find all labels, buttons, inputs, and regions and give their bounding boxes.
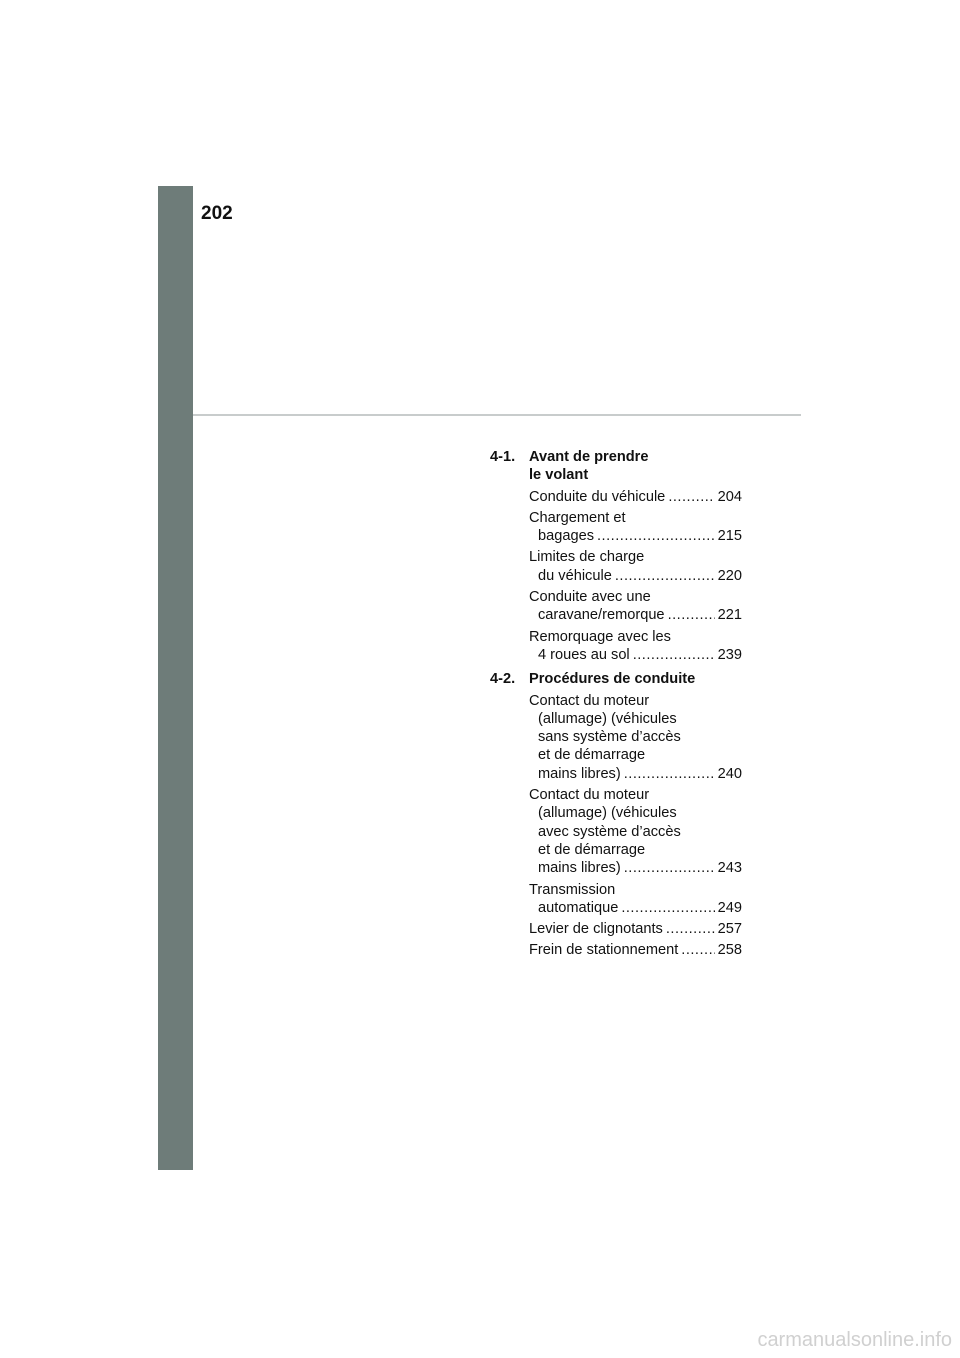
entry-text: automatique — [538, 899, 619, 916]
entry-text: du véhicule — [538, 567, 612, 584]
chapter-tab — [158, 186, 193, 1170]
entry-text: et de démarrage — [538, 841, 646, 858]
entry-line — [529, 488, 742, 506]
entry-page-number: 243 — [717, 860, 742, 877]
entry-line — [529, 899, 742, 917]
entry-text: Frein de stationnement — [529, 942, 679, 959]
entry-line — [529, 728, 742, 746]
entry-line — [529, 567, 742, 585]
entry-page-number: 239 — [717, 646, 742, 663]
entry-line — [529, 765, 742, 783]
entry-line — [529, 527, 742, 545]
entry-text: caravane/remorque — [538, 607, 665, 624]
toc-entry[interactable] — [529, 786, 742, 877]
section-title: Avant de prendre le volant — [529, 449, 649, 484]
entry-page-number: 215 — [717, 528, 742, 545]
entry-line — [529, 548, 742, 566]
entry-line — [529, 509, 742, 527]
toc-entry[interactable] — [529, 548, 742, 585]
section-title: Procédures de conduite — [529, 671, 696, 688]
section-number: 4-1. — [490, 449, 516, 465]
entry-text: Transmission — [529, 881, 616, 898]
entry-line — [529, 628, 742, 646]
entry-page-number: 240 — [717, 765, 742, 782]
entry-line — [529, 588, 742, 606]
entry-text: et de démarrage — [538, 747, 646, 764]
entry-text: Remorquage avec les — [529, 628, 671, 645]
entry-text: 4 roues au sol — [538, 646, 630, 663]
page-number: 202 — [201, 203, 233, 224]
entry-line — [529, 881, 742, 899]
entry-text: Conduite avec une — [529, 589, 651, 606]
dot-leader — [668, 488, 714, 506]
entry-text: mains libres) — [538, 860, 621, 877]
entry-line — [529, 941, 742, 959]
entry-line — [529, 823, 742, 841]
entry-line — [529, 786, 742, 804]
entry-line — [529, 646, 742, 664]
toc-entry[interactable] — [529, 628, 742, 665]
entry-text: Levier de clignotants — [529, 921, 663, 938]
entry-line — [529, 804, 742, 822]
toc-entry[interactable] — [529, 920, 742, 938]
toc-entry[interactable] — [529, 881, 742, 918]
entry-page-number: 257 — [717, 921, 742, 938]
toc-entry[interactable] — [529, 488, 742, 506]
dot-leader — [633, 646, 715, 664]
entry-page-number: 249 — [717, 899, 742, 916]
entry-page-number: 204 — [717, 488, 742, 505]
entry-line — [529, 606, 742, 624]
entry-line — [529, 692, 742, 710]
watermark: carmanualsonline.info — [757, 1329, 952, 1351]
dot-leader — [666, 920, 715, 938]
toc-entry[interactable] — [529, 941, 742, 959]
entry-text: (allumage) (véhicules — [538, 805, 677, 822]
dot-leader — [668, 606, 715, 624]
toc-entry[interactable] — [529, 588, 742, 625]
entry-text: Contact du moteur — [529, 692, 650, 709]
entry-text: avec système d’accès — [538, 823, 681, 840]
header-divider — [193, 414, 801, 416]
entry-text: (allumage) (véhicules — [538, 710, 677, 727]
toc-entry[interactable] — [529, 509, 742, 546]
dot-leader — [597, 527, 715, 545]
toc-section — [490, 670, 742, 688]
dot-leader — [624, 765, 715, 783]
entry-text: Limites de charge — [529, 549, 645, 566]
entry-line — [529, 746, 742, 764]
entry-text: Contact du moteur — [529, 787, 650, 804]
section-number: 4-2. — [490, 671, 516, 688]
dot-leader — [621, 899, 714, 917]
entry-line — [529, 859, 742, 877]
entry-text: sans système d’accès — [538, 729, 681, 746]
entry-line — [529, 841, 742, 859]
entry-text: Conduite du véhicule — [529, 488, 666, 505]
table-of-contents — [490, 448, 742, 963]
entry-page-number: 221 — [717, 607, 742, 624]
entry-text: mains libres) — [538, 765, 621, 782]
entry-text: bagages — [538, 528, 594, 545]
dot-leader — [681, 941, 714, 959]
dot-leader — [615, 567, 715, 585]
entry-page-number: 220 — [717, 567, 742, 584]
dot-leader — [624, 859, 715, 877]
entry-line — [529, 920, 742, 938]
entry-text: Chargement et — [529, 509, 626, 526]
entry-line — [529, 710, 742, 728]
toc-entry[interactable] — [529, 692, 742, 783]
entry-page-number: 258 — [717, 942, 742, 959]
toc-section — [490, 448, 742, 485]
